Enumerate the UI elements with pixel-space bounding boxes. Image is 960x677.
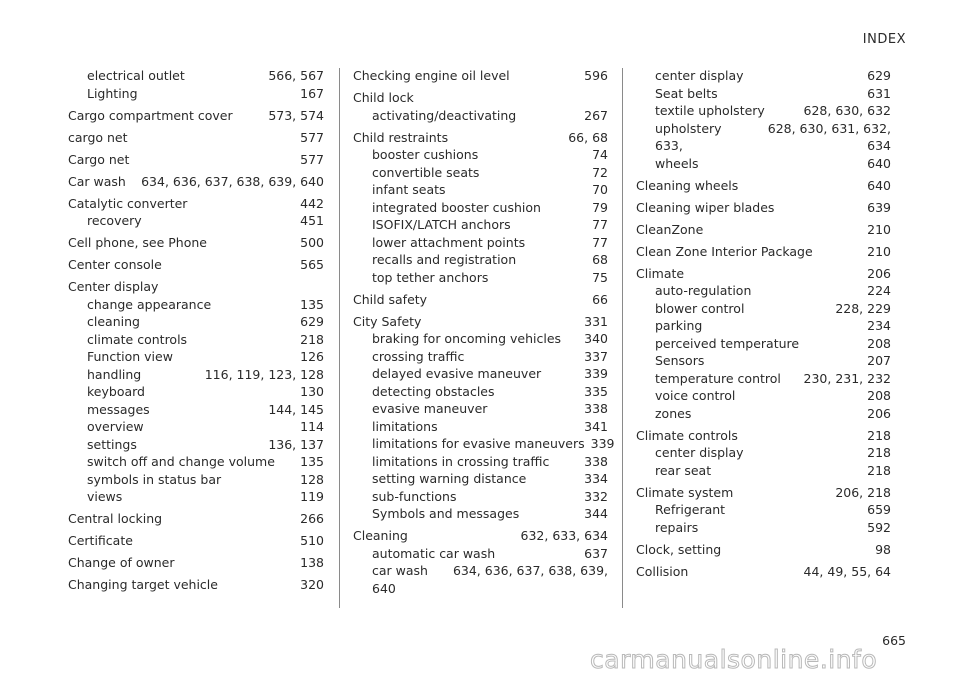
index-subentry bbox=[68, 436, 324, 454]
page-number: 665 bbox=[882, 633, 906, 648]
index-subentry bbox=[636, 85, 891, 103]
entry-term: Clean Zone Interior Package bbox=[636, 243, 813, 259]
entry-term: upholstery bbox=[655, 120, 722, 136]
entry-term: booster cushions bbox=[372, 147, 479, 162]
index-subentry bbox=[68, 85, 324, 103]
entry-pages: 573, 574 bbox=[268, 107, 324, 123]
entry-term: Cleaning wiper blades bbox=[636, 199, 775, 215]
entry-term: Catalytic converter bbox=[68, 195, 188, 211]
entry-pages: 206 bbox=[867, 405, 891, 421]
entry-pages: 628, 630, 632 bbox=[803, 103, 891, 118]
entry-term: convertible seats bbox=[372, 164, 480, 180]
entry-pages: 218 bbox=[867, 427, 891, 443]
index-subentry bbox=[68, 67, 324, 85]
index-subentry bbox=[636, 519, 891, 537]
index-subentry bbox=[68, 296, 324, 314]
entry-pages: 337 bbox=[584, 348, 608, 364]
entry-term: electrical outlet bbox=[87, 68, 185, 83]
entry-pages: 566, 567 bbox=[268, 68, 324, 83]
index-subentry bbox=[68, 471, 324, 489]
entry-term: limitations bbox=[372, 418, 438, 434]
entry-pages: 234 bbox=[867, 318, 891, 333]
index-entry bbox=[353, 129, 608, 147]
index-subentry bbox=[353, 400, 608, 418]
entry-term: cleaning bbox=[87, 314, 140, 329]
entry-term: automatic car wash bbox=[372, 545, 496, 561]
entry-pages: 66 bbox=[592, 291, 608, 307]
entry-pages: 634 bbox=[867, 138, 891, 153]
index-entry bbox=[636, 563, 891, 581]
entry-pages: 335 bbox=[584, 383, 608, 399]
index-subentry bbox=[636, 67, 891, 85]
index-entry bbox=[68, 256, 324, 274]
index-subentry bbox=[636, 462, 891, 480]
entry-term: views bbox=[87, 489, 123, 504]
entry-pages: 135 bbox=[300, 454, 324, 469]
entry-pages: 75 bbox=[592, 269, 608, 285]
index-subentry bbox=[353, 269, 608, 287]
index-subentry bbox=[353, 488, 608, 506]
entry-pages: 338 bbox=[584, 401, 608, 416]
entry-pages: 72 bbox=[592, 164, 608, 180]
entry-term: limitations in crossing traffic bbox=[372, 453, 550, 469]
entry-term: crossing traffic bbox=[372, 348, 465, 364]
entry-term: Climate bbox=[636, 265, 685, 281]
entry-term: recalls and registration bbox=[372, 252, 517, 267]
entry-term: Refrigerant bbox=[655, 502, 726, 517]
index-subentry bbox=[68, 212, 324, 230]
entry-pages: 338 bbox=[584, 453, 608, 469]
entry-term: cargo net bbox=[68, 129, 128, 145]
index-entry bbox=[636, 221, 891, 239]
entry-term: repairs bbox=[655, 519, 699, 535]
index-subentry bbox=[353, 199, 608, 217]
entry-term: limitations for evasive maneuvers bbox=[372, 436, 585, 451]
entry-term: Cleaning bbox=[353, 528, 408, 543]
entry-pages: 119 bbox=[300, 489, 324, 504]
index-entry bbox=[68, 234, 324, 252]
entry-pages: 632, 633, 634 bbox=[520, 528, 608, 543]
entry-pages: 631 bbox=[867, 85, 891, 101]
index-subentry bbox=[636, 282, 891, 300]
entry-pages: 74 bbox=[592, 147, 608, 162]
entry-pages: 344 bbox=[584, 506, 608, 521]
entry-term: center display bbox=[655, 445, 744, 460]
entry-pages: 451 bbox=[300, 213, 324, 228]
entry-term: Changing target vehicle bbox=[68, 577, 218, 592]
entry-pages: 224 bbox=[867, 283, 891, 298]
index-subentry bbox=[636, 102, 891, 120]
index-subentry bbox=[636, 155, 891, 173]
index-entry-continuation: 640 bbox=[372, 580, 396, 596]
index-subentry bbox=[68, 313, 324, 331]
index-subentry bbox=[636, 444, 891, 462]
index-subentry bbox=[353, 470, 608, 488]
index-entry bbox=[68, 107, 324, 125]
column-divider bbox=[339, 68, 340, 608]
entry-term: evasive maneuver bbox=[372, 401, 488, 416]
index-entry bbox=[68, 576, 324, 594]
entry-pages: 334 bbox=[584, 471, 608, 486]
index-subentry bbox=[68, 366, 324, 384]
entry-pages: 77 bbox=[592, 234, 608, 250]
index-subentry bbox=[68, 418, 324, 436]
entry-term: Collision bbox=[636, 563, 689, 579]
index-entry bbox=[636, 265, 891, 283]
index-subentry bbox=[353, 146, 608, 164]
index-entry bbox=[68, 129, 324, 147]
index-column-2 bbox=[353, 67, 615, 597]
entry-term: Clock, setting bbox=[636, 541, 722, 557]
index-entry bbox=[353, 313, 608, 331]
watermark-logo: carmanualsonline.info bbox=[590, 645, 878, 674]
entry-pages: 331 bbox=[584, 313, 608, 329]
index-subentry bbox=[353, 234, 608, 252]
entry-term: ISOFIX/LATCH anchors bbox=[372, 217, 511, 232]
entry-term: messages bbox=[87, 401, 150, 417]
entry-term: center display bbox=[655, 68, 744, 83]
entry-pages: 320 bbox=[300, 577, 324, 592]
entry-term: sub-functions bbox=[372, 488, 457, 504]
index-subentry bbox=[636, 137, 891, 155]
index-subentry bbox=[353, 330, 608, 348]
entry-term: perceived temperature bbox=[655, 335, 800, 351]
entry-term: keyboard bbox=[87, 384, 145, 399]
entry-pages: 565 bbox=[300, 257, 324, 272]
entry-term: Cleaning wheels bbox=[636, 177, 739, 193]
entry-term: auto-regulation bbox=[655, 283, 752, 298]
entry-pages: 66, 68 bbox=[568, 129, 608, 145]
entry-pages: 77 bbox=[592, 217, 608, 232]
index-entry bbox=[353, 67, 608, 85]
index-subentry bbox=[636, 300, 891, 318]
entry-term: lower attachment points bbox=[372, 234, 526, 250]
entry-term: braking for oncoming vehicles bbox=[372, 331, 562, 346]
entry-term: voice control bbox=[655, 388, 736, 403]
entry-term: switch off and change volume bbox=[87, 454, 275, 469]
index-entry bbox=[636, 427, 891, 445]
entry-term: Checking engine oil level bbox=[353, 68, 510, 83]
index-subentry bbox=[353, 453, 608, 471]
index-subentry bbox=[636, 405, 891, 423]
entry-term: Cargo compartment cover bbox=[68, 107, 233, 123]
index-column-1 bbox=[68, 67, 324, 594]
entry-term: Seat belts bbox=[655, 85, 718, 101]
index-entry bbox=[68, 195, 324, 213]
entry-term: parking bbox=[655, 318, 703, 333]
entry-pages: 218 bbox=[867, 462, 891, 478]
index-subentry bbox=[353, 418, 608, 436]
entry-term: climate controls bbox=[87, 331, 188, 347]
entry-term: integrated booster cushion bbox=[372, 199, 541, 215]
entry-term: Sensors bbox=[655, 353, 705, 368]
entry-pages: 339 bbox=[584, 366, 608, 381]
entry-term: Climate controls bbox=[636, 427, 738, 443]
entry-term: change appearance bbox=[87, 296, 212, 312]
index-subentry bbox=[353, 216, 608, 234]
entry-term: Cell phone, see Phone bbox=[68, 235, 207, 250]
entry-term: Center console bbox=[68, 257, 162, 272]
entry-pages: 79 bbox=[592, 199, 608, 215]
index-subentry bbox=[68, 331, 324, 349]
index-subentry bbox=[68, 453, 324, 471]
entry-pages: 68 bbox=[592, 252, 608, 267]
entry-term: symbols in status bar bbox=[87, 471, 222, 487]
entry-pages: 218 bbox=[300, 331, 324, 347]
entry-term: Center display bbox=[68, 279, 159, 294]
entry-pages: 592 bbox=[867, 519, 891, 535]
entry-pages: 138 bbox=[300, 555, 324, 570]
entry-term: infant seats bbox=[372, 182, 446, 197]
entry-term: CleanZone bbox=[636, 221, 704, 237]
entry-term: Car wash bbox=[68, 173, 126, 189]
entry-pages: 210 bbox=[867, 243, 891, 259]
index-entry bbox=[68, 151, 324, 169]
index-entry bbox=[636, 541, 891, 559]
entry-pages: 206, 218 bbox=[835, 484, 891, 500]
entry-term: textile upholstery bbox=[655, 103, 765, 118]
entry-pages: 267 bbox=[584, 107, 608, 123]
entry-pages: 130 bbox=[300, 384, 324, 399]
entry-pages: 629 bbox=[867, 68, 891, 83]
entry-term: 633, bbox=[655, 138, 683, 153]
index-entry bbox=[68, 173, 324, 191]
entry-term: Child restraints bbox=[353, 129, 449, 145]
entry-term: zones bbox=[655, 405, 692, 421]
entry-pages: 577 bbox=[300, 151, 324, 167]
entry-pages: 339 bbox=[590, 436, 615, 451]
entry-pages: 207 bbox=[867, 353, 891, 368]
entry-pages: 206 bbox=[867, 265, 891, 281]
index-subentry bbox=[636, 120, 891, 138]
entry-pages: 136, 137 bbox=[268, 436, 324, 452]
entry-pages: 210 bbox=[867, 221, 891, 237]
index-column-3 bbox=[636, 67, 891, 580]
entry-term: delayed evasive maneuver bbox=[372, 366, 542, 381]
entry-term: Lighting bbox=[87, 85, 138, 101]
entry-pages: 634, 636, 637, 638, 639, 640 bbox=[141, 173, 324, 189]
index-subentry bbox=[636, 387, 891, 405]
index-subentry bbox=[636, 317, 891, 335]
index-entry bbox=[68, 554, 324, 572]
entry-pages: 596 bbox=[584, 68, 608, 83]
index-entry bbox=[636, 199, 891, 217]
index-entry bbox=[636, 243, 891, 261]
entry-pages: 126 bbox=[300, 349, 324, 364]
entry-term: Climate system bbox=[636, 484, 734, 500]
entry-pages: 144, 145 bbox=[268, 401, 324, 417]
index-subentry bbox=[636, 501, 891, 519]
index-subentry bbox=[68, 401, 324, 419]
entry-pages: 116, 119, 123, 128 bbox=[204, 366, 324, 382]
entry-term: Certificate bbox=[68, 533, 133, 548]
entry-pages: 332 bbox=[584, 488, 608, 504]
entry-term: handling bbox=[87, 366, 142, 382]
index-subentry bbox=[353, 562, 608, 580]
entry-pages: 44, 49, 55, 64 bbox=[803, 563, 891, 579]
entry-pages: 500 bbox=[300, 235, 324, 250]
entry-pages: 659 bbox=[867, 502, 891, 517]
index-subentry bbox=[68, 488, 324, 506]
index-entry bbox=[68, 278, 324, 296]
index-entry bbox=[353, 291, 608, 309]
entry-term: car wash bbox=[372, 563, 428, 578]
entry-pages: 577 bbox=[300, 129, 324, 145]
entry-term: wheels bbox=[655, 155, 699, 171]
entry-pages: 208 bbox=[867, 388, 891, 403]
entry-term: Symbols and messages bbox=[372, 506, 520, 521]
entry-term: recovery bbox=[87, 213, 142, 228]
entry-term: City Safety bbox=[353, 313, 422, 329]
index-subentry bbox=[353, 383, 608, 401]
index-subentry bbox=[636, 335, 891, 353]
entry-term: rear seat bbox=[655, 462, 712, 478]
index-subentry bbox=[353, 181, 608, 199]
entry-term: setting warning distance bbox=[372, 471, 527, 486]
entry-pages: 640 bbox=[867, 177, 891, 193]
index-subentry bbox=[353, 251, 608, 269]
entry-term: overview bbox=[87, 419, 144, 434]
entry-term: Cargo net bbox=[68, 151, 130, 167]
entry-pages: 114 bbox=[300, 419, 324, 434]
index-subentry bbox=[68, 383, 324, 401]
entry-pages: 442 bbox=[300, 195, 324, 211]
entry-term: settings bbox=[87, 436, 137, 452]
entry-term: Central locking bbox=[68, 511, 163, 526]
index-subentry bbox=[353, 164, 608, 182]
entry-pages: 167 bbox=[300, 85, 324, 101]
entry-term: Child safety bbox=[353, 291, 428, 307]
entry-pages: 135 bbox=[300, 296, 324, 312]
entry-pages: 228, 229 bbox=[835, 300, 891, 316]
index-subentry bbox=[353, 365, 608, 383]
index-subentry bbox=[353, 107, 608, 125]
entry-pages: 634, 636, 637, 638, 639, bbox=[452, 563, 608, 578]
entry-term: detecting obstacles bbox=[372, 383, 495, 399]
index-entry bbox=[68, 510, 324, 528]
entry-pages: 340 bbox=[584, 331, 608, 346]
index-subentry bbox=[636, 352, 891, 370]
entry-pages: 637 bbox=[584, 545, 608, 561]
column-divider bbox=[622, 68, 623, 608]
index-entry bbox=[353, 89, 608, 107]
index-entry bbox=[636, 484, 891, 502]
index-subentry bbox=[353, 348, 608, 366]
entry-pages: 266 bbox=[300, 511, 324, 526]
entry-pages: 639 bbox=[867, 199, 891, 215]
index-subentry bbox=[353, 545, 608, 563]
entry-pages: 230, 231, 232 bbox=[803, 370, 891, 386]
page-header-title: INDEX bbox=[862, 32, 906, 47]
entry-term: activating/deactivating bbox=[372, 107, 517, 123]
entry-term: Child lock bbox=[353, 90, 414, 105]
entry-pages: 70 bbox=[592, 182, 608, 197]
entry-term: temperature control bbox=[655, 370, 781, 386]
index-subentry bbox=[353, 505, 608, 523]
entry-term: blower control bbox=[655, 300, 745, 316]
index-subentry bbox=[68, 348, 324, 366]
entry-term: Function view bbox=[87, 349, 173, 364]
entry-term: Change of owner bbox=[68, 555, 175, 570]
index-subentry bbox=[636, 370, 891, 388]
entry-pages: 128 bbox=[300, 471, 324, 487]
entry-pages: 341 bbox=[584, 418, 608, 434]
entry-pages: 640 bbox=[867, 155, 891, 171]
entry-pages: 628, 630, 631, 632, bbox=[767, 120, 891, 136]
entry-pages: 218 bbox=[867, 445, 891, 460]
entry-pages: 208 bbox=[867, 335, 891, 351]
entry-pages: 629 bbox=[300, 314, 324, 329]
index-entry bbox=[353, 527, 608, 545]
index-entry bbox=[636, 177, 891, 195]
entry-pages: 98 bbox=[875, 541, 891, 557]
index-entry bbox=[68, 532, 324, 550]
entry-pages: 510 bbox=[300, 533, 324, 548]
entry-term: top tether anchors bbox=[372, 269, 489, 285]
index-subentry bbox=[353, 435, 615, 453]
